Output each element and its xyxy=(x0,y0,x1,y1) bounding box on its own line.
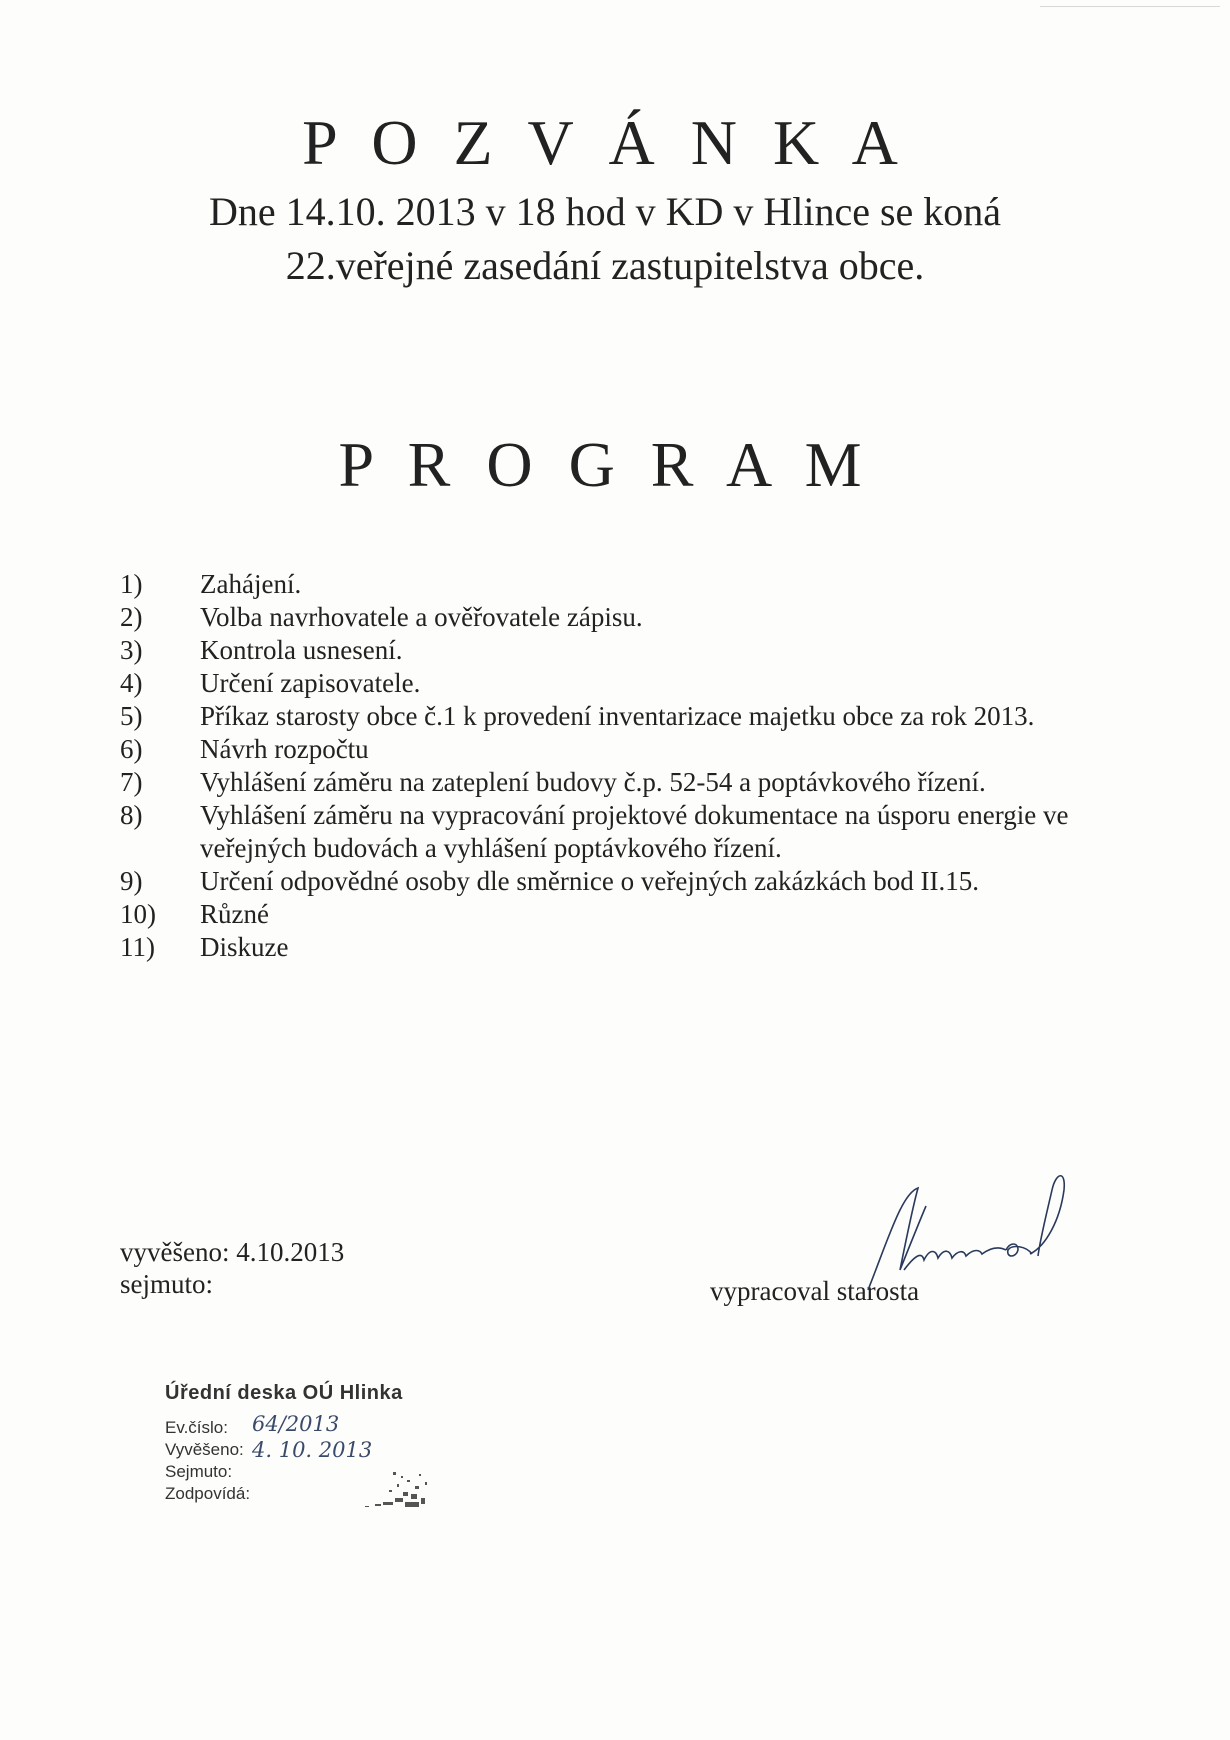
agenda-item-text: Návrh rozpočtu xyxy=(200,734,369,764)
agenda-item-text: Zahájení. xyxy=(200,569,302,599)
agenda-item-text: Diskuze xyxy=(200,932,289,962)
agenda-item xyxy=(120,601,1180,634)
agenda-item xyxy=(120,634,1180,667)
agenda-item-number: 6) xyxy=(120,734,143,764)
agenda-item xyxy=(120,898,1180,931)
agenda-item-number: 9) xyxy=(120,866,143,896)
author-line: vypracoval starosta xyxy=(710,1276,920,1306)
signature-image xyxy=(860,1150,1070,1290)
agenda-item-text: Různé xyxy=(200,899,269,929)
stamp-posted-label: Vyvěšeno: xyxy=(165,1440,244,1459)
removed-date: sejmuto: xyxy=(120,1269,213,1299)
stamp-posted-value: 4. 10. 2013 xyxy=(252,1438,373,1462)
agenda-item-text: Vyhlášení záměru na zateplení budovy č.p. 52-54 a poptávkového řízení. xyxy=(200,767,986,797)
meeting-date-line: Dne 14.10. 2013 v 18 hod v KD v Hlince se koná xyxy=(208,189,1002,234)
meeting-name-line: 22.veřejné zasedání zastupitelstva obce. xyxy=(285,243,925,288)
agenda-item-text: Určení odpovědné osoby dle směrnice o veřejných zakázkách bod II.15. xyxy=(200,866,979,896)
agenda-item-number: 3) xyxy=(120,635,143,665)
agenda-item xyxy=(120,799,1180,865)
agenda-item-text: Volba navrhovatele a ověřovatele zápisu. xyxy=(200,602,643,632)
invitation-title: P O Z V Á N K A xyxy=(302,107,908,178)
agenda-list xyxy=(120,568,1180,964)
stamp-ev-label: Ev.číslo: xyxy=(165,1418,228,1437)
agenda-item-number: 4) xyxy=(120,668,143,698)
stamp-ink-smudge xyxy=(335,1464,445,1510)
agenda-item-number: 5) xyxy=(120,701,143,731)
agenda-item xyxy=(120,733,1180,766)
agenda-item xyxy=(120,700,1180,733)
scan-edge-line xyxy=(1040,6,1220,7)
agenda-item-text: Určení zapisovatele. xyxy=(200,668,421,698)
program-title: P R O G R A M xyxy=(338,429,872,500)
agenda-item-number: 10) xyxy=(120,899,156,929)
stamp-responsible-label: Zodpovídá: xyxy=(165,1484,251,1503)
stamp-title: Úřední deska OÚ Hlinka xyxy=(165,1382,403,1404)
agenda-item xyxy=(120,667,1180,700)
agenda-item-text: Vyhlášení záměru na vypracování projektové dokumentace na úsporu energie ve veřejných budovách a vyhlášení poptávkového řízení. xyxy=(200,800,1069,863)
stamp-ev-value: 64/2013 xyxy=(252,1412,340,1436)
agenda-item xyxy=(120,766,1180,799)
agenda-item-text: Kontrola usnesení. xyxy=(200,635,403,665)
posted-date: vyvěšeno: 4.10.2013 xyxy=(120,1237,345,1267)
agenda-item-number: 2) xyxy=(120,602,143,632)
agenda-item-number: 1) xyxy=(120,569,143,599)
stamp-removed-label: Sejmuto: xyxy=(165,1462,233,1481)
agenda-item xyxy=(120,568,1180,601)
agenda-item xyxy=(120,865,1180,898)
agenda-item-text: Příkaz starosty obce č.1 k provedení inventarizace majetku obce za rok 2013. xyxy=(200,701,1035,731)
agenda-item-number: 7) xyxy=(120,767,143,797)
agenda-item-number: 11) xyxy=(120,932,155,962)
agenda-item xyxy=(120,931,1180,964)
agenda-item-number: 8) xyxy=(120,800,143,830)
posting-info xyxy=(120,1236,344,1300)
